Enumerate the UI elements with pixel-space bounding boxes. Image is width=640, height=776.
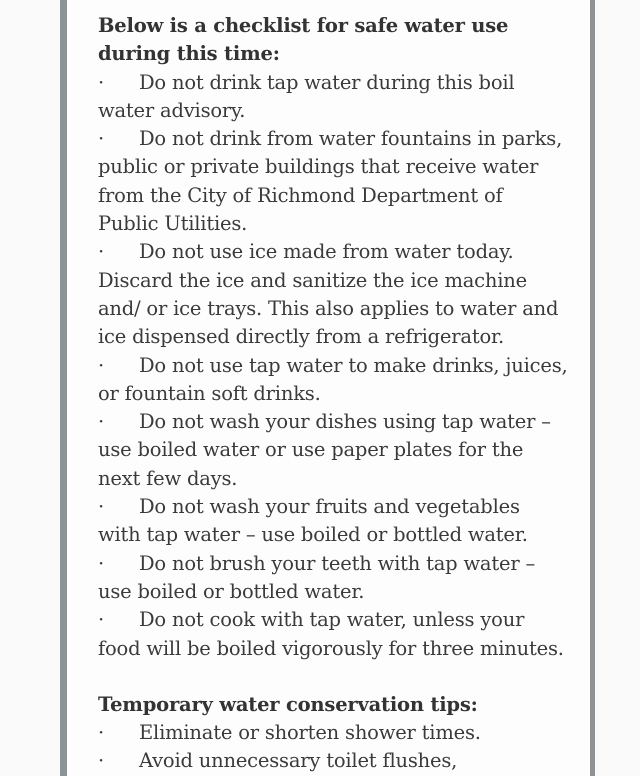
- list-item: · Do not drink from water fountains in parks, public or private buildings that receive water from the City of Richmond Department of Public Utilities.: [98, 127, 563, 236]
- bullet-icon: ·: [98, 353, 104, 377]
- bullet-icon: ·: [98, 721, 104, 745]
- section-spacer: [98, 663, 568, 691]
- list-item: · Do not brush your teeth with tap water – use boiled or bottled water.: [98, 551, 536, 603]
- conservation-heading: Temporary water conservation tips:: [98, 692, 478, 716]
- bullet-icon: ·: [98, 127, 104, 151]
- bullet-icon: ·: [98, 70, 104, 94]
- list-item: · Do not use tap water to make drinks, juices, or fountain soft drinks.: [98, 353, 568, 405]
- list-item: · Do not wash your dishes using tap water – use boiled water or use paper plates for the next few days.: [98, 410, 551, 490]
- left-border: [60, 0, 67, 776]
- bullet-icon: ·: [98, 240, 104, 264]
- checklist-list: [98, 69, 568, 663]
- bullet-icon: ·: [98, 495, 104, 519]
- list-item: · Avoid unnecessary toilet flushes,: [98, 747, 568, 775]
- list-item: · Eliminate or shorten shower times.: [98, 719, 568, 747]
- list-item: · Do not use ice made from water today. Discard the ice and sanitize the ice machine and/ or ice trays. This also applies to water and ice dispensed directly from a refrigerator.: [98, 240, 559, 349]
- bullet-icon: ·: [98, 551, 104, 575]
- bullet-icon: ·: [98, 608, 104, 632]
- bullet-icon: ·: [98, 410, 104, 434]
- conservation-list: [98, 719, 568, 776]
- list-item: · Do not drink tap water during this boil water advisory.: [98, 70, 515, 122]
- bullet-icon: ·: [98, 749, 104, 773]
- list-item: · Do not cook with tap water, unless your food will be boiled vigorously for three minutes.: [98, 608, 564, 660]
- list-item: · Do not wash your fruits and vegetables with tap water – use boiled or bottled water.: [98, 495, 528, 547]
- right-border: [590, 0, 595, 776]
- checklist-heading: Below is a checklist for safe water use during this time:: [98, 14, 509, 66]
- document-content: [98, 12, 568, 776]
